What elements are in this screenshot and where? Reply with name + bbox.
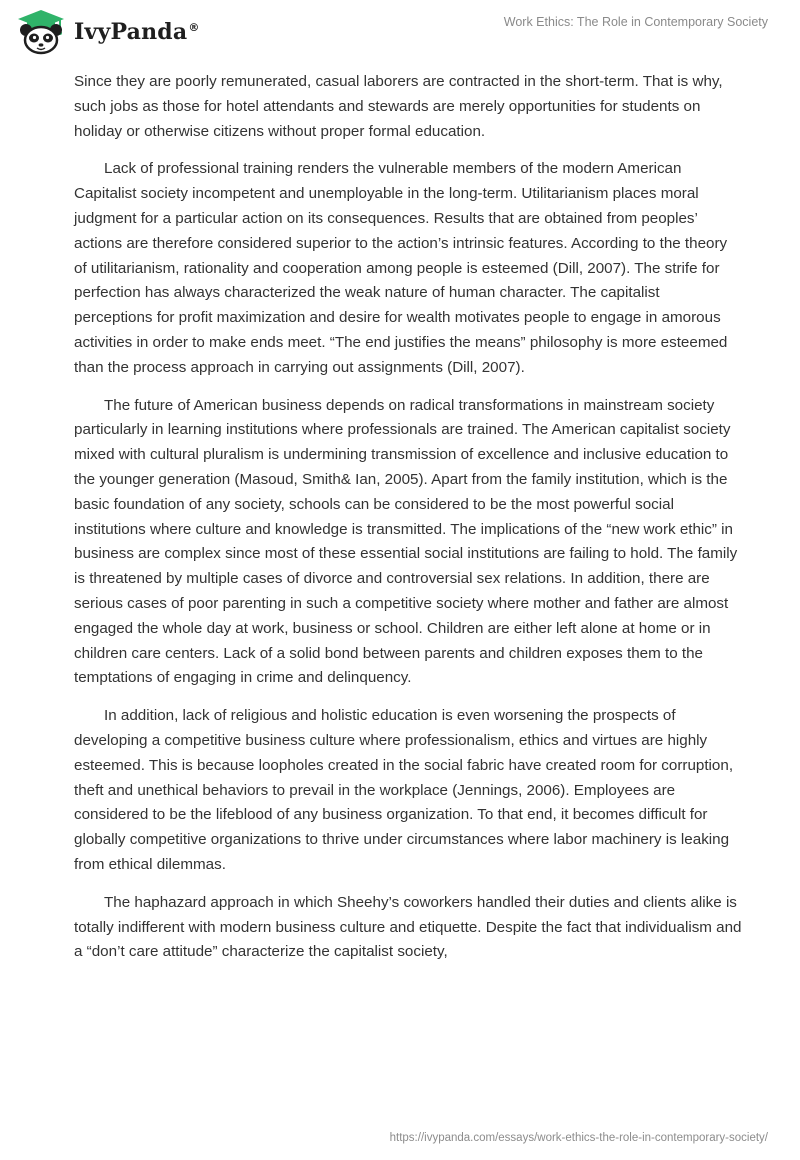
panda-graduation-cap-icon: [14, 8, 68, 56]
brand-name: IvyPanda®: [74, 19, 200, 45]
registered-mark: ®: [188, 20, 200, 34]
source-url[interactable]: https://ivypanda.com/essays/work-ethics-the-role-in-contemporary-society/: [389, 1132, 768, 1144]
paragraph-1: Since they are poorly remunerated, casual laborers are contracted in the short-term. That is why, such jobs as those for hotel attendants and stewards are merely opportunities for students on holiday or otherwise citizens without proper formal education.: [74, 73, 723, 140]
paragraph-3: The future of American business depends on radical transformations in mainstream society particularly in learning institutions where professionals are trained. The American capitalist society mixed with cultural pluralism is undermining transmission of excellence and inclusive education to the younger generation (Masoud, Smith& Ian, 2005). Apart from the family institution, which is the basic foundation of any society, schools can be considered to be the most powerful social institutions where culture and knowledge is transmitted. The implications of the “new work ethic” in business are complex since most of these essential social institutions are failing to hold. The family is threatened by multiple cases of divorce and controversial sex relations. In addition, there are serious cases of poor parenting in such a competitive society where mother and father are almost engaged the whole day at work, business or school. Children are either left alone at home or in children care centers. Lack of a solid bond between parents and children exposes them to the temptations of engaging in crime and delinquency.: [74, 396, 738, 687]
paragraph-5: The haphazard approach in which Sheehy’s coworkers handled their duties and clients alike is totally indifferent with modern business culture and etiquette. Despite the fact that individualism and a “don’t care attitude” characterize the capitalist society,: [74, 893, 742, 961]
paragraph-2: Lack of professional training renders the vulnerable members of the modern American Capitalist society incompetent and unemployable in the long-term. Utilitarianism places moral judgment for a particular action on its consequences. Results that are obtained from peoples’ actions are therefore considered superior to the action’s intrinsic features. According to the theory of utilitarianism, rationality and cooperation among people is esteemed (Dill, 2007). The strife for perfection has always characterized the weak nature of human character. The capitalist perceptions for profit maximization and desire for wealth motivates people to engage in amorous activities in order to make ends meet. “The end justifies the means” philosophy is more esteemed than the process approach in carrying out assignments (Dill, 2007).: [74, 160, 728, 376]
document-title: Work Ethics: The Role in Contemporary Society: [503, 15, 768, 29]
brand-logo[interactable]: [14, 8, 200, 56]
essay-body: [74, 70, 742, 978]
page-header: [0, 0, 800, 64]
paragraph-4: In addition, lack of religious and holistic education is even worsening the prospects of developing a competitive business culture where professionalism, ethics and virtues are highly esteemed. This is because loopholes created in the social fabric have created room for corruption, theft and unethical behaviors to prevail in the workplace (Jennings, 2006). Employees are considered to be the lifeblood of any business organization. To that end, it becomes difficult for globally competitive organizations to thrive under circumstances where labor machinery is leaking from ethical dilemmas.: [74, 707, 734, 873]
